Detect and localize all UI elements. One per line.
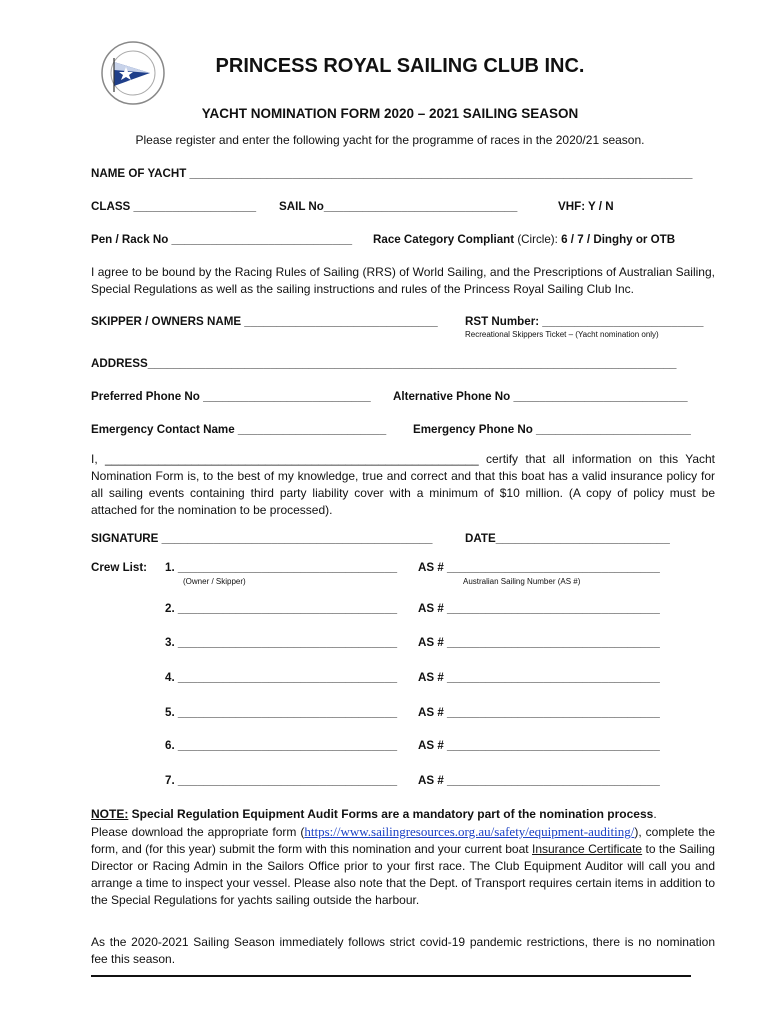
crew-as-field[interactable]: AS # _________________________________ <box>418 671 660 684</box>
race-category-circle-text: (Circle): <box>514 233 558 246</box>
date-field[interactable]: DATE___________________________ <box>465 532 670 545</box>
bottom-divider <box>91 975 691 977</box>
emergency-contact-field[interactable]: Emergency Contact Name _______________________ <box>91 423 387 436</box>
insurance-certificate-text: Insurance Certificate <box>532 842 643 856</box>
note-pre-link: Please download the appropriate form ( <box>91 825 305 839</box>
emergency-phone-field[interactable]: Emergency Phone No ________________________ <box>413 423 691 436</box>
rst-note: Recreational Skippers Ticket – (Yacht nomination only) <box>465 330 659 339</box>
page-title: PRINCESS ROYAL SAILING CLUB INC. <box>215 55 585 77</box>
crew-as-field[interactable]: AS # _________________________________ <box>418 739 660 752</box>
sail-no-field[interactable]: SAIL No______________________________ <box>279 200 518 213</box>
race-category-field[interactable] <box>373 233 675 246</box>
crew-name-field[interactable]: 7. __________________________________ <box>165 774 398 787</box>
crew-as-field[interactable]: AS # _________________________________ <box>418 602 660 615</box>
form-subtitle: YACHT NOMINATION FORM 2020 – 2021 SAILING SEASON <box>201 106 579 121</box>
crew-list-label: Crew List: <box>91 561 148 574</box>
crew-as-field[interactable]: AS # _________________________________ <box>418 561 660 574</box>
crew-name-field[interactable]: 3. __________________________________ <box>165 636 398 649</box>
certify-paragraph: I, ________________________________________________________ certify that all information on this Yacht Nomination Form is, to the best of my knowledge, true and correct and that this boat has a valid insurance policy for all sailing events containing third party liability cover with a minimum of $10 million. (A copy of policy must be attached for the nomination to be processed). <box>91 452 715 517</box>
rst-number-field[interactable]: RST Number: _________________________ <box>465 315 704 328</box>
note-paragraph <box>91 806 715 909</box>
race-category-options: 6 / 7 / Dinghy or OTB <box>557 233 676 246</box>
note-bold-text: Special Regulation Equipment Audit Forms are a mandatory part of the nomination process <box>128 807 654 821</box>
crew-name-field[interactable]: 2. __________________________________ <box>165 602 398 615</box>
address-field[interactable]: ADDRESS__________________________________________________________________________________ <box>91 357 677 370</box>
intro-text: Please register and enter the following yacht for the programme of races in the 2020/21 season. <box>135 133 645 147</box>
crew-as-field[interactable]: AS # _________________________________ <box>418 706 660 719</box>
crew-name-field[interactable]: 1. __________________________________ <box>165 561 398 574</box>
race-category-label: Race Category Compliant <box>373 233 515 246</box>
note-post-link: ), complete the form, and (for this year) submit the form with this nomination and your current boat <box>91 825 716 856</box>
owner-skipper-note: (Owner / Skipper) <box>183 577 246 586</box>
pen-rack-field[interactable]: Pen / Rack No ____________________________ <box>91 233 353 246</box>
preferred-phone-field[interactable]: Preferred Phone No __________________________ <box>91 390 371 403</box>
crew-name-field[interactable]: 4. __________________________________ <box>165 671 398 684</box>
as-number-note: Australian Sailing Number (AS #) <box>463 577 581 586</box>
note-label: NOTE: <box>91 807 129 821</box>
signature-field[interactable]: SIGNATURE __________________________________________ <box>91 532 433 545</box>
alternative-phone-field[interactable]: Alternative Phone No ___________________________ <box>393 390 688 403</box>
name-of-yacht-field[interactable]: NAME OF YACHT ______________________________________________________________________________ <box>91 167 693 180</box>
class-field[interactable]: CLASS ___________________ <box>91 200 257 213</box>
note-period: . <box>653 807 657 821</box>
note-rest: to the Sailing Director or Racing Admin in the Sailors Office prior to your first race. The Club Equipment Auditor will call you and arrange a time to inspect your vessel. Please also note that the Dept. of Transport requires certain items in addition to the Special Regulations for yachts sailing outside the harbour. <box>91 842 715 907</box>
crew-name-field[interactable]: 5. __________________________________ <box>165 706 398 719</box>
vhf-field[interactable]: VHF: Y / N <box>558 200 614 213</box>
crew-name-field[interactable]: 6. __________________________________ <box>165 739 398 752</box>
covid-paragraph: As the 2020-2021 Sailing Season immediately follows strict covid-19 pandemic restrictions, there is no nomination fee this season. <box>91 935 715 966</box>
crew-as-field[interactable]: AS # _________________________________ <box>418 774 660 787</box>
agreement-paragraph: I agree to be bound by the Racing Rules of Sailing (RRS) of World Sailing, and the Prescriptions of Australian Sailing, Special Regulations as well as the sailing instructions and rules of the Princess Royal Sailing Club Inc. <box>91 265 715 296</box>
crew-as-field[interactable]: AS # _________________________________ <box>418 636 660 649</box>
equipment-auditing-link[interactable]: https://www.sailingresources.org.au/safety/equipment-auditing/ <box>304 824 635 839</box>
skipper-name-field[interactable]: SKIPPER / OWNERS NAME ______________________________ <box>91 315 438 328</box>
